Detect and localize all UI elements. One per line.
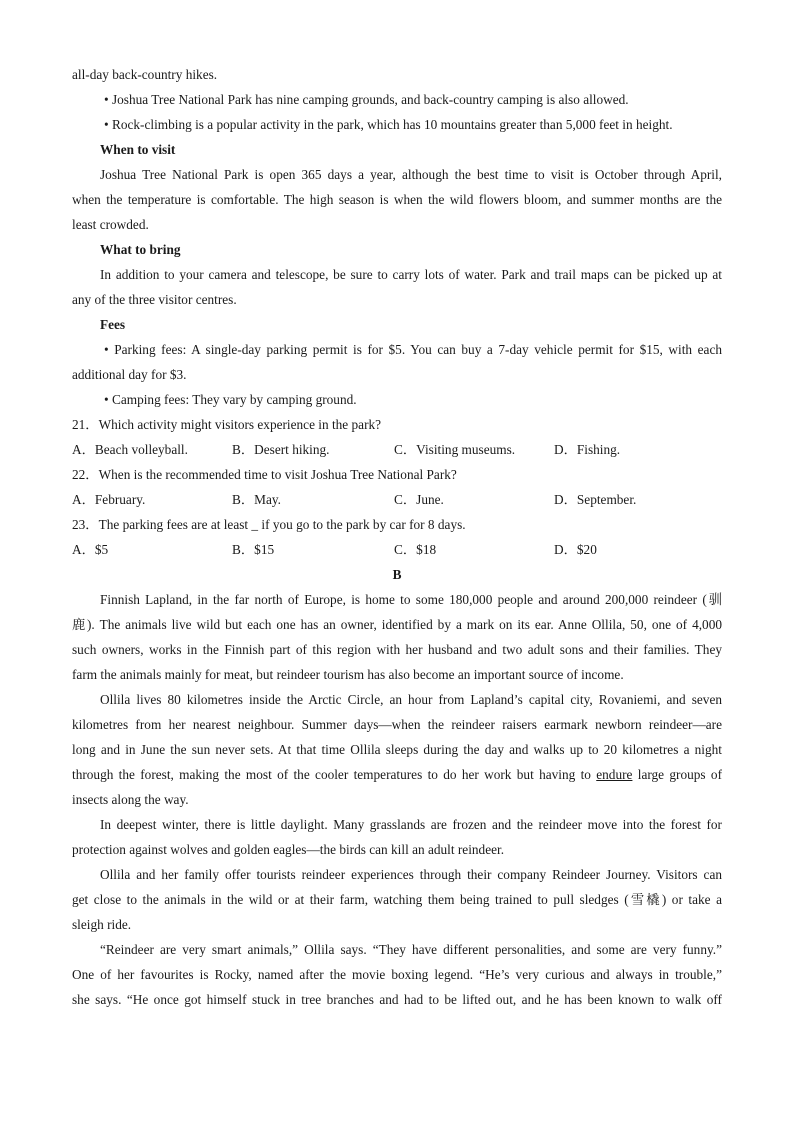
text-line: such owners, works in the Finnish part of this region with her husband and two adult sons and their families. They xyxy=(72,642,722,657)
option-a: A．Beach volleyball. xyxy=(72,442,188,457)
text-line: any of the three visitor centres. xyxy=(72,292,237,307)
question-stem: 23．The parking fees are at least _ if you go to the park by car for 8 days. xyxy=(72,517,466,532)
heading-fees: Fees xyxy=(100,317,126,332)
text-line: “Reindeer are very smart animals,” Ollila says. “They have different personalities, and some are very funny.” xyxy=(100,942,722,957)
text-line: Ollila lives 80 kilometres inside the Arctic Circle, an hour from Lapland’s capital city, Rovaniemi, and seven xyxy=(100,692,722,707)
text-line: least crowded. xyxy=(72,217,149,232)
text-line: additional day for $3. xyxy=(72,367,187,382)
text-line: she says. “He once got himself stuck in tree branches and had to be lifted out, and he has been known to walk off xyxy=(72,992,722,1007)
question-options xyxy=(72,487,722,512)
text-line: farm the animals mainly for meat, but reindeer tourism has also become an important source of income. xyxy=(72,667,624,682)
text-line: sleigh ride. xyxy=(72,917,132,932)
text-line: Finnish Lapland, in the far north of Europe, is home to some 180,000 people and around 200,000 reindeer (驯 xyxy=(100,592,722,607)
option-b: B．Desert hiking. xyxy=(232,442,330,457)
text-fragment: through the forest, making the most of the cooler temperatures to do her work but having to xyxy=(72,767,597,782)
option-d: D．$20 xyxy=(554,542,597,557)
paragraph-4 xyxy=(72,862,722,937)
bullet-climbing: • Rock-climbing is a popular activity in the park, which has 10 mountains greater than 5,000 feet in height. xyxy=(104,117,673,132)
text-line: Joshua Tree National Park is open 365 days a year, although the best time to visit is October through April, xyxy=(100,167,722,182)
text-line: In deepest winter, there is little daylight. Many grasslands are frozen and the reindeer move into the forest for xyxy=(100,817,722,832)
text-line: get close to the animals in the wild or at their farm, watching them being trained to pull sledges (雪橇) or take a xyxy=(72,892,722,907)
option-b: B．$15 xyxy=(232,542,275,557)
text-line: kilometres from her nearest neighbour. Summer days—when the reindeer raisers earmark newborn reindeer—are xyxy=(72,717,722,732)
heading-what-to-bring: What to bring xyxy=(100,242,181,257)
text-line: long and in June the sun never sets. At that time Ollila sleeps during the day and walks up to 20 kilometres a night xyxy=(72,742,722,757)
underlined-word-endure: endure xyxy=(596,767,633,782)
option-a: A．February. xyxy=(72,492,146,507)
bullet-camping-fees: • Camping fees: They vary by camping ground. xyxy=(104,392,357,407)
text-fragment: large groups of xyxy=(632,767,722,782)
text-line: 鹿). The animals live wild but each one has an owner, identified by a mark on its ear. Anne Ollila, 50, one of 4,000 xyxy=(72,617,722,632)
question-23 xyxy=(72,512,722,562)
text-line: insects along the way. xyxy=(72,792,189,807)
paragraph-1 xyxy=(72,587,722,687)
text-line: when the temperature is comfortable. The high season is when the wild flowers bloom, and summer months are the xyxy=(72,192,722,207)
text-line xyxy=(72,762,722,787)
bullet-camping: • Joshua Tree National Park has nine camping grounds, and back-country camping is also allowed. xyxy=(104,92,629,107)
question-stem: 22．When is the recommended time to visit Joshua Tree National Park? xyxy=(72,467,457,482)
bullet-parking-fees: • Parking fees: A single-day parking permit is for $5. You can buy a 7-day vehicle permit for $15, with each xyxy=(104,342,722,357)
option-c: C．June. xyxy=(394,492,444,507)
option-d: D．September. xyxy=(554,492,637,507)
text-line: In addition to your camera and telescope, be sure to carry lots of water. Park and trail maps can be picked up at xyxy=(100,267,722,282)
text-line: protection against wolves and golden eagles—the birds can kill an adult reindeer. xyxy=(72,842,505,857)
question-options xyxy=(72,437,722,462)
option-b: B．May. xyxy=(232,492,281,507)
section-heading-b: B xyxy=(392,567,402,582)
option-c: C．Visiting museums. xyxy=(394,442,516,457)
question-options xyxy=(72,537,722,562)
question-22 xyxy=(72,462,722,512)
text-line: Ollila and her family offer tourists reindeer experiences through their company Reindeer Journey. Visitors can xyxy=(100,867,722,882)
option-d: D．Fishing. xyxy=(554,442,621,457)
option-a: A．$5 xyxy=(72,542,109,557)
page-content xyxy=(72,62,722,1012)
text-line: all-day back-country hikes. xyxy=(72,67,218,82)
question-21 xyxy=(72,412,722,462)
paragraph-2 xyxy=(72,687,722,812)
option-c: C．$18 xyxy=(394,542,437,557)
text-line: One of her favourites is Rocky, named after the movie boxing legend. “He’s very curious and always in trouble,” xyxy=(72,967,722,982)
paragraph-5 xyxy=(72,937,722,1012)
question-stem: 21．Which activity might visitors experience in the park? xyxy=(72,417,382,432)
paragraph-3 xyxy=(72,812,722,862)
heading-when-to-visit: When to visit xyxy=(100,142,176,157)
